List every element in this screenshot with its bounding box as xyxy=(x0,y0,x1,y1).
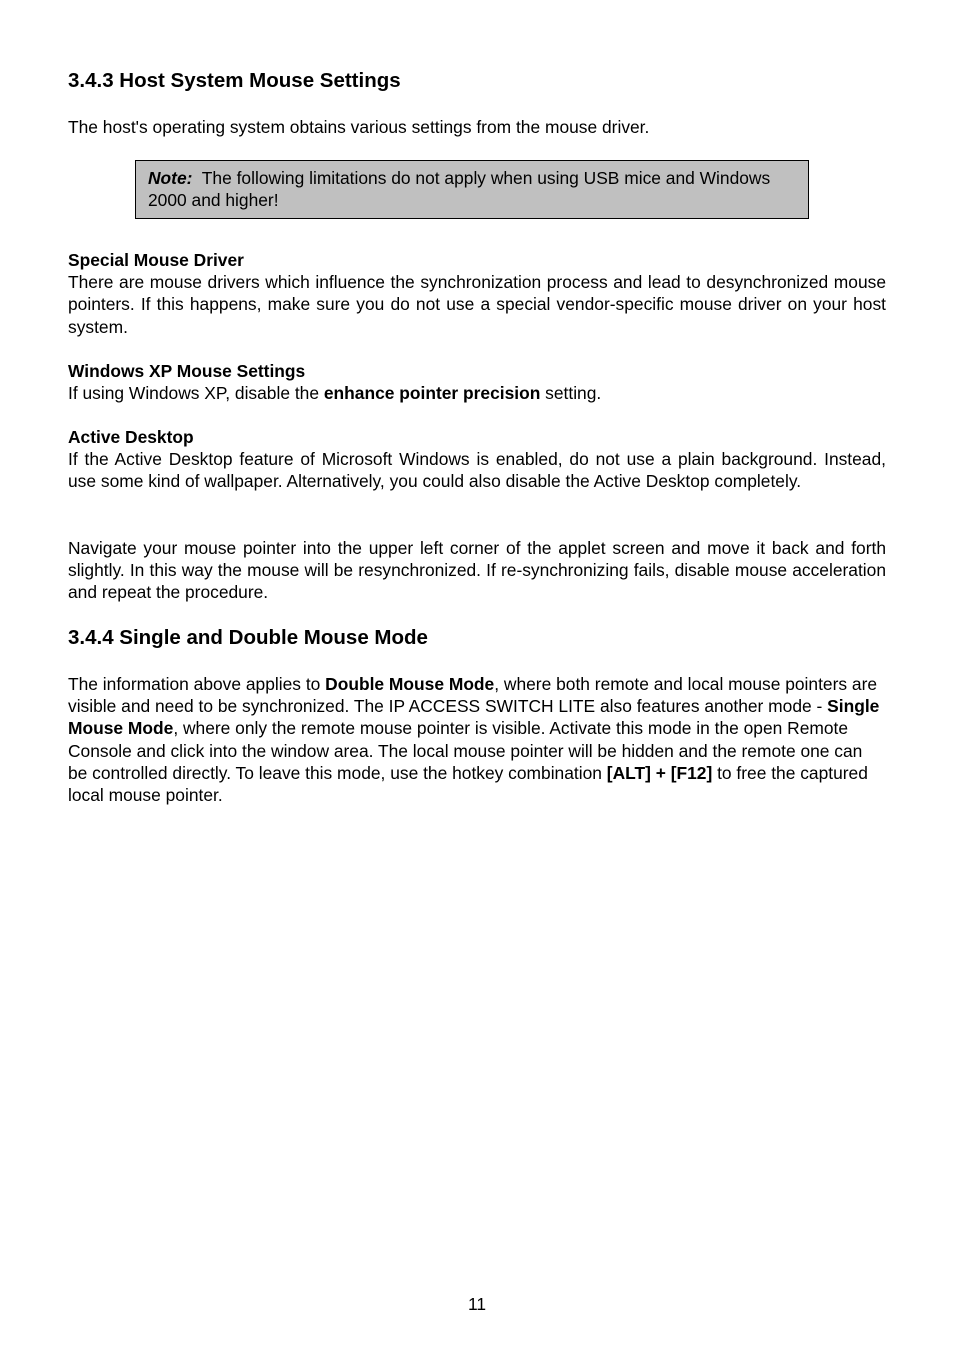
enhance-pointer-precision-text: enhance pointer precision xyxy=(323,383,541,404)
section-heading-single-double-mouse: 3.4.4 Single and Double Mouse Mode xyxy=(68,626,428,649)
document-page xyxy=(68,0,886,1351)
note-label: Note: xyxy=(148,168,193,188)
active-desktop-text: If the Active Desktop feature of Microsoft Windows is enabled, do not use a plain background. Instead, use some kind of wallpaper. Alternatively, you could also disable the Active Desktop completely. xyxy=(68,449,886,492)
mouse-mode-paragraph xyxy=(68,673,886,806)
mouse-mode-text-4: to free the captured local mouse pointer. xyxy=(68,762,868,806)
windows-xp-text-before: If using Windows XP, disable the xyxy=(68,383,324,404)
special-mouse-driver-block xyxy=(68,249,886,338)
note-text: The following limitations do not apply when using USB mice and Windows 2000 and higher! xyxy=(148,168,771,211)
navigate-paragraph: Navigate your mouse pointer into the upper left corner of the applet screen and move it back and forth slightly. In this way the mouse will be resynchronized. If re-synchronizing fails, disable mouse acceleration and repeat the procedure. xyxy=(68,538,886,603)
windows-xp-settings-block xyxy=(68,360,886,404)
hotkey-text: [ALT] + [F12] xyxy=(606,762,713,783)
active-desktop-block xyxy=(68,426,886,493)
special-mouse-driver-title: Special Mouse Driver xyxy=(68,250,244,270)
special-mouse-driver-text: There are mouse drivers which influence the synchronization process and lead to desynchronized mouse pointers. If this happens, make sure you do not use a special vendor-specific mouse driver on your host system. xyxy=(68,272,886,337)
section-heading-host-mouse-settings: 3.4.3 Host System Mouse Settings xyxy=(68,69,401,92)
windows-xp-settings-title: Windows XP Mouse Settings xyxy=(68,361,306,381)
intro-paragraph: The host's operating system obtains various settings from the mouse driver. xyxy=(68,117,650,137)
windows-xp-text-after: setting. xyxy=(540,383,602,404)
single-mouse-mode-text: Single Mouse Mode xyxy=(68,696,880,739)
mouse-mode-text-3: , where only the remote mouse pointer is visible. Activate this mode in the open Remote Console and click into the window area. The local mouse pointer will be hidden and the remote one can be controlled directly. To leave this mode, use the hotkey combination xyxy=(68,718,863,783)
double-mouse-mode-text: Double Mouse Mode xyxy=(325,674,495,694)
mouse-mode-text-1: The information above applies to xyxy=(68,674,326,694)
mouse-mode-text-2: , where both remote and local mouse pointers are visible and need to be synchronized. The IP ACCESS SWITCH LITE also features another mode - xyxy=(68,674,878,717)
page-number: 11 xyxy=(467,1294,487,1314)
note-box xyxy=(135,160,809,219)
active-desktop-title: Active Desktop xyxy=(68,427,194,447)
